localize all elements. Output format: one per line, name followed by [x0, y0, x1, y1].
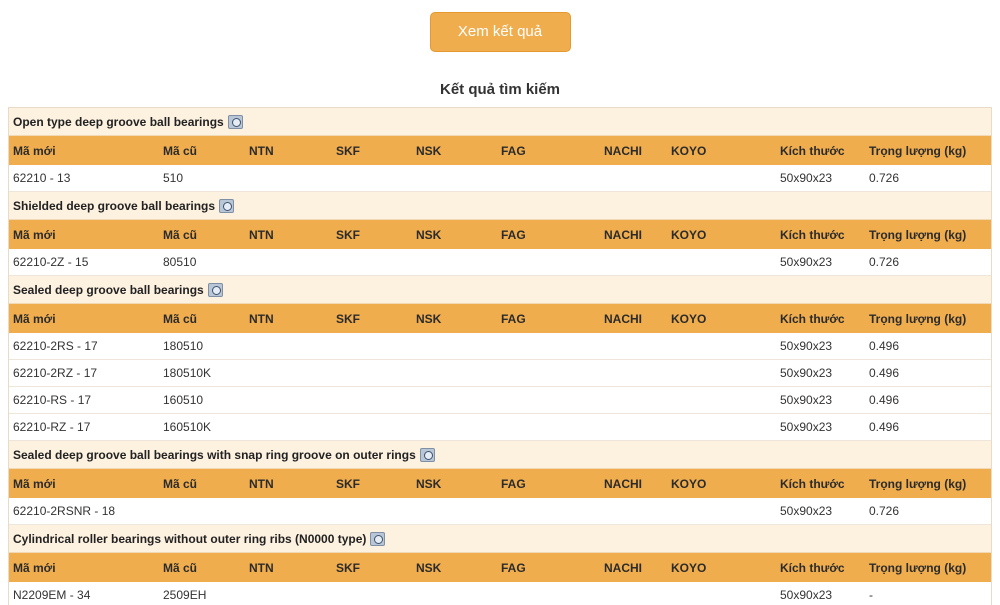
table-cell: 0.496 [869, 339, 900, 353]
column-header: FAG [501, 476, 526, 491]
table-header-row [9, 304, 991, 333]
column-header: Mã mới [13, 560, 56, 575]
column-header: Kích thước [780, 311, 845, 326]
column-header: SKF [336, 476, 360, 491]
column-header: SKF [336, 311, 360, 326]
column-header: SKF [336, 560, 360, 575]
column-header: NSK [416, 227, 442, 242]
column-header: FAG [501, 143, 526, 158]
column-header: NACHI [604, 143, 642, 158]
table-header-row [9, 553, 991, 582]
section-title-text: Sealed deep groove ball bearings with snap ring groove on outer rings [13, 447, 416, 462]
table-cell: 510 [163, 171, 184, 185]
column-header: KOYO [671, 560, 707, 575]
column-header: NSK [416, 311, 442, 326]
column-header: NACHI [604, 560, 642, 575]
column-header: Mã mới [13, 227, 56, 242]
column-header: NACHI [604, 227, 642, 242]
table-cell: - [869, 588, 873, 602]
column-header: KOYO [671, 311, 707, 326]
table-cell: 62210-2RSNR - 18 [13, 504, 116, 518]
section-title [9, 108, 991, 136]
table-header-row [9, 469, 991, 498]
column-header: FAG [501, 227, 526, 242]
table-cell: 160510K [163, 420, 212, 434]
table-cell: 62210 - 13 [13, 171, 71, 185]
column-header: KOYO [671, 476, 707, 491]
table-row [9, 333, 991, 360]
column-header: NTN [249, 227, 274, 242]
column-header: Trọng lượng (kg) [869, 143, 967, 158]
table-cell: 2509EH [163, 588, 207, 602]
section-title-text: Sealed deep groove ball bearings [13, 282, 204, 297]
table-cell: 50x90x23 [780, 420, 833, 434]
column-header: Mã cũ [163, 476, 198, 491]
column-header: Mã cũ [163, 311, 198, 326]
column-header: NACHI [604, 476, 642, 491]
column-header: NTN [249, 311, 274, 326]
section-title-text: Open type deep groove ball bearings [13, 114, 224, 129]
table-cell: 62210-RS - 17 [13, 393, 92, 407]
button-wrapper [0, 12, 1000, 52]
column-header: NSK [416, 143, 442, 158]
table-cell: 0.496 [869, 366, 900, 380]
table-header-row [9, 136, 991, 165]
column-header: NTN [249, 476, 274, 491]
column-header: NACHI [604, 311, 642, 326]
table-cell: 0.726 [869, 255, 900, 269]
table-row [9, 582, 991, 605]
column-header: NSK [416, 476, 442, 491]
table-cell: 62210-2Z - 15 [13, 255, 89, 269]
table-cell: 50x90x23 [780, 393, 833, 407]
column-header: NSK [416, 560, 442, 575]
table-cell: 0.496 [869, 393, 900, 407]
table-cell: 50x90x23 [780, 339, 833, 353]
column-header: Kích thước [780, 476, 845, 491]
column-header: FAG [501, 560, 526, 575]
view-results-button[interactable]: Xem kết quả [430, 12, 571, 52]
column-header: Mã mới [13, 143, 56, 158]
table-cell: 0.726 [869, 171, 900, 185]
table-cell: 50x90x23 [780, 588, 833, 602]
results-table [8, 107, 992, 605]
column-header: Trọng lượng (kg) [869, 311, 967, 326]
bearing-image-icon[interactable] [370, 532, 385, 546]
column-header: Trọng lượng (kg) [869, 560, 967, 575]
table-cell: 50x90x23 [780, 171, 833, 185]
table-cell: 0.726 [869, 504, 900, 518]
table-cell: 180510K [163, 366, 212, 380]
section-title [9, 276, 991, 304]
section-title-text: Shielded deep groove ball bearings [13, 198, 216, 213]
column-header: SKF [336, 227, 360, 242]
column-header: Kích thước [780, 560, 845, 575]
column-header: NTN [249, 560, 274, 575]
section-title [9, 441, 991, 469]
column-header: Mã mới [13, 476, 56, 491]
table-cell: 0.496 [869, 420, 900, 434]
table-cell: 160510 [163, 393, 204, 407]
table-cell: 50x90x23 [780, 504, 833, 518]
table-cell: 50x90x23 [780, 366, 833, 380]
column-header: Mã cũ [163, 227, 198, 242]
table-cell: N2209EM - 34 [13, 588, 91, 602]
table-cell: 50x90x23 [780, 255, 833, 269]
column-header: NTN [249, 143, 274, 158]
table-cell: 80510 [163, 255, 197, 269]
table-row [9, 360, 991, 387]
table-cell: 180510 [163, 339, 204, 353]
column-header: FAG [501, 311, 526, 326]
table-header-row [9, 220, 991, 249]
table-row [9, 498, 991, 525]
column-header: Mã mới [13, 311, 56, 326]
table-cell: 62210-2RS - 17 [13, 339, 98, 353]
table-cell: 62210-2RZ - 17 [13, 366, 98, 380]
page-title: Kết quả tìm kiếm [439, 81, 561, 98]
column-header: Mã cũ [163, 143, 198, 158]
section-title-text: Cylindrical roller bearings without outer ring ribs (N0000 type) [13, 531, 367, 546]
bearing-image-icon[interactable] [208, 283, 223, 297]
column-header: Trọng lượng (kg) [869, 227, 967, 242]
table-row [9, 249, 991, 276]
column-header: KOYO [671, 227, 707, 242]
column-header: KOYO [671, 143, 707, 158]
bearing-image-icon[interactable] [219, 199, 234, 213]
table-row [9, 165, 991, 192]
table-row [9, 387, 991, 414]
section-title [9, 192, 991, 220]
column-header: Kích thước [780, 143, 845, 158]
section-title [9, 525, 991, 553]
column-header: SKF [336, 143, 360, 158]
table-cell: 62210-RZ - 17 [13, 420, 91, 434]
table-row [9, 414, 991, 441]
bearing-image-icon[interactable] [420, 448, 435, 462]
bearing-image-icon[interactable] [228, 115, 243, 129]
column-header: Mã cũ [163, 560, 198, 575]
column-header: Trọng lượng (kg) [869, 476, 967, 491]
column-header: Kích thước [780, 227, 845, 242]
